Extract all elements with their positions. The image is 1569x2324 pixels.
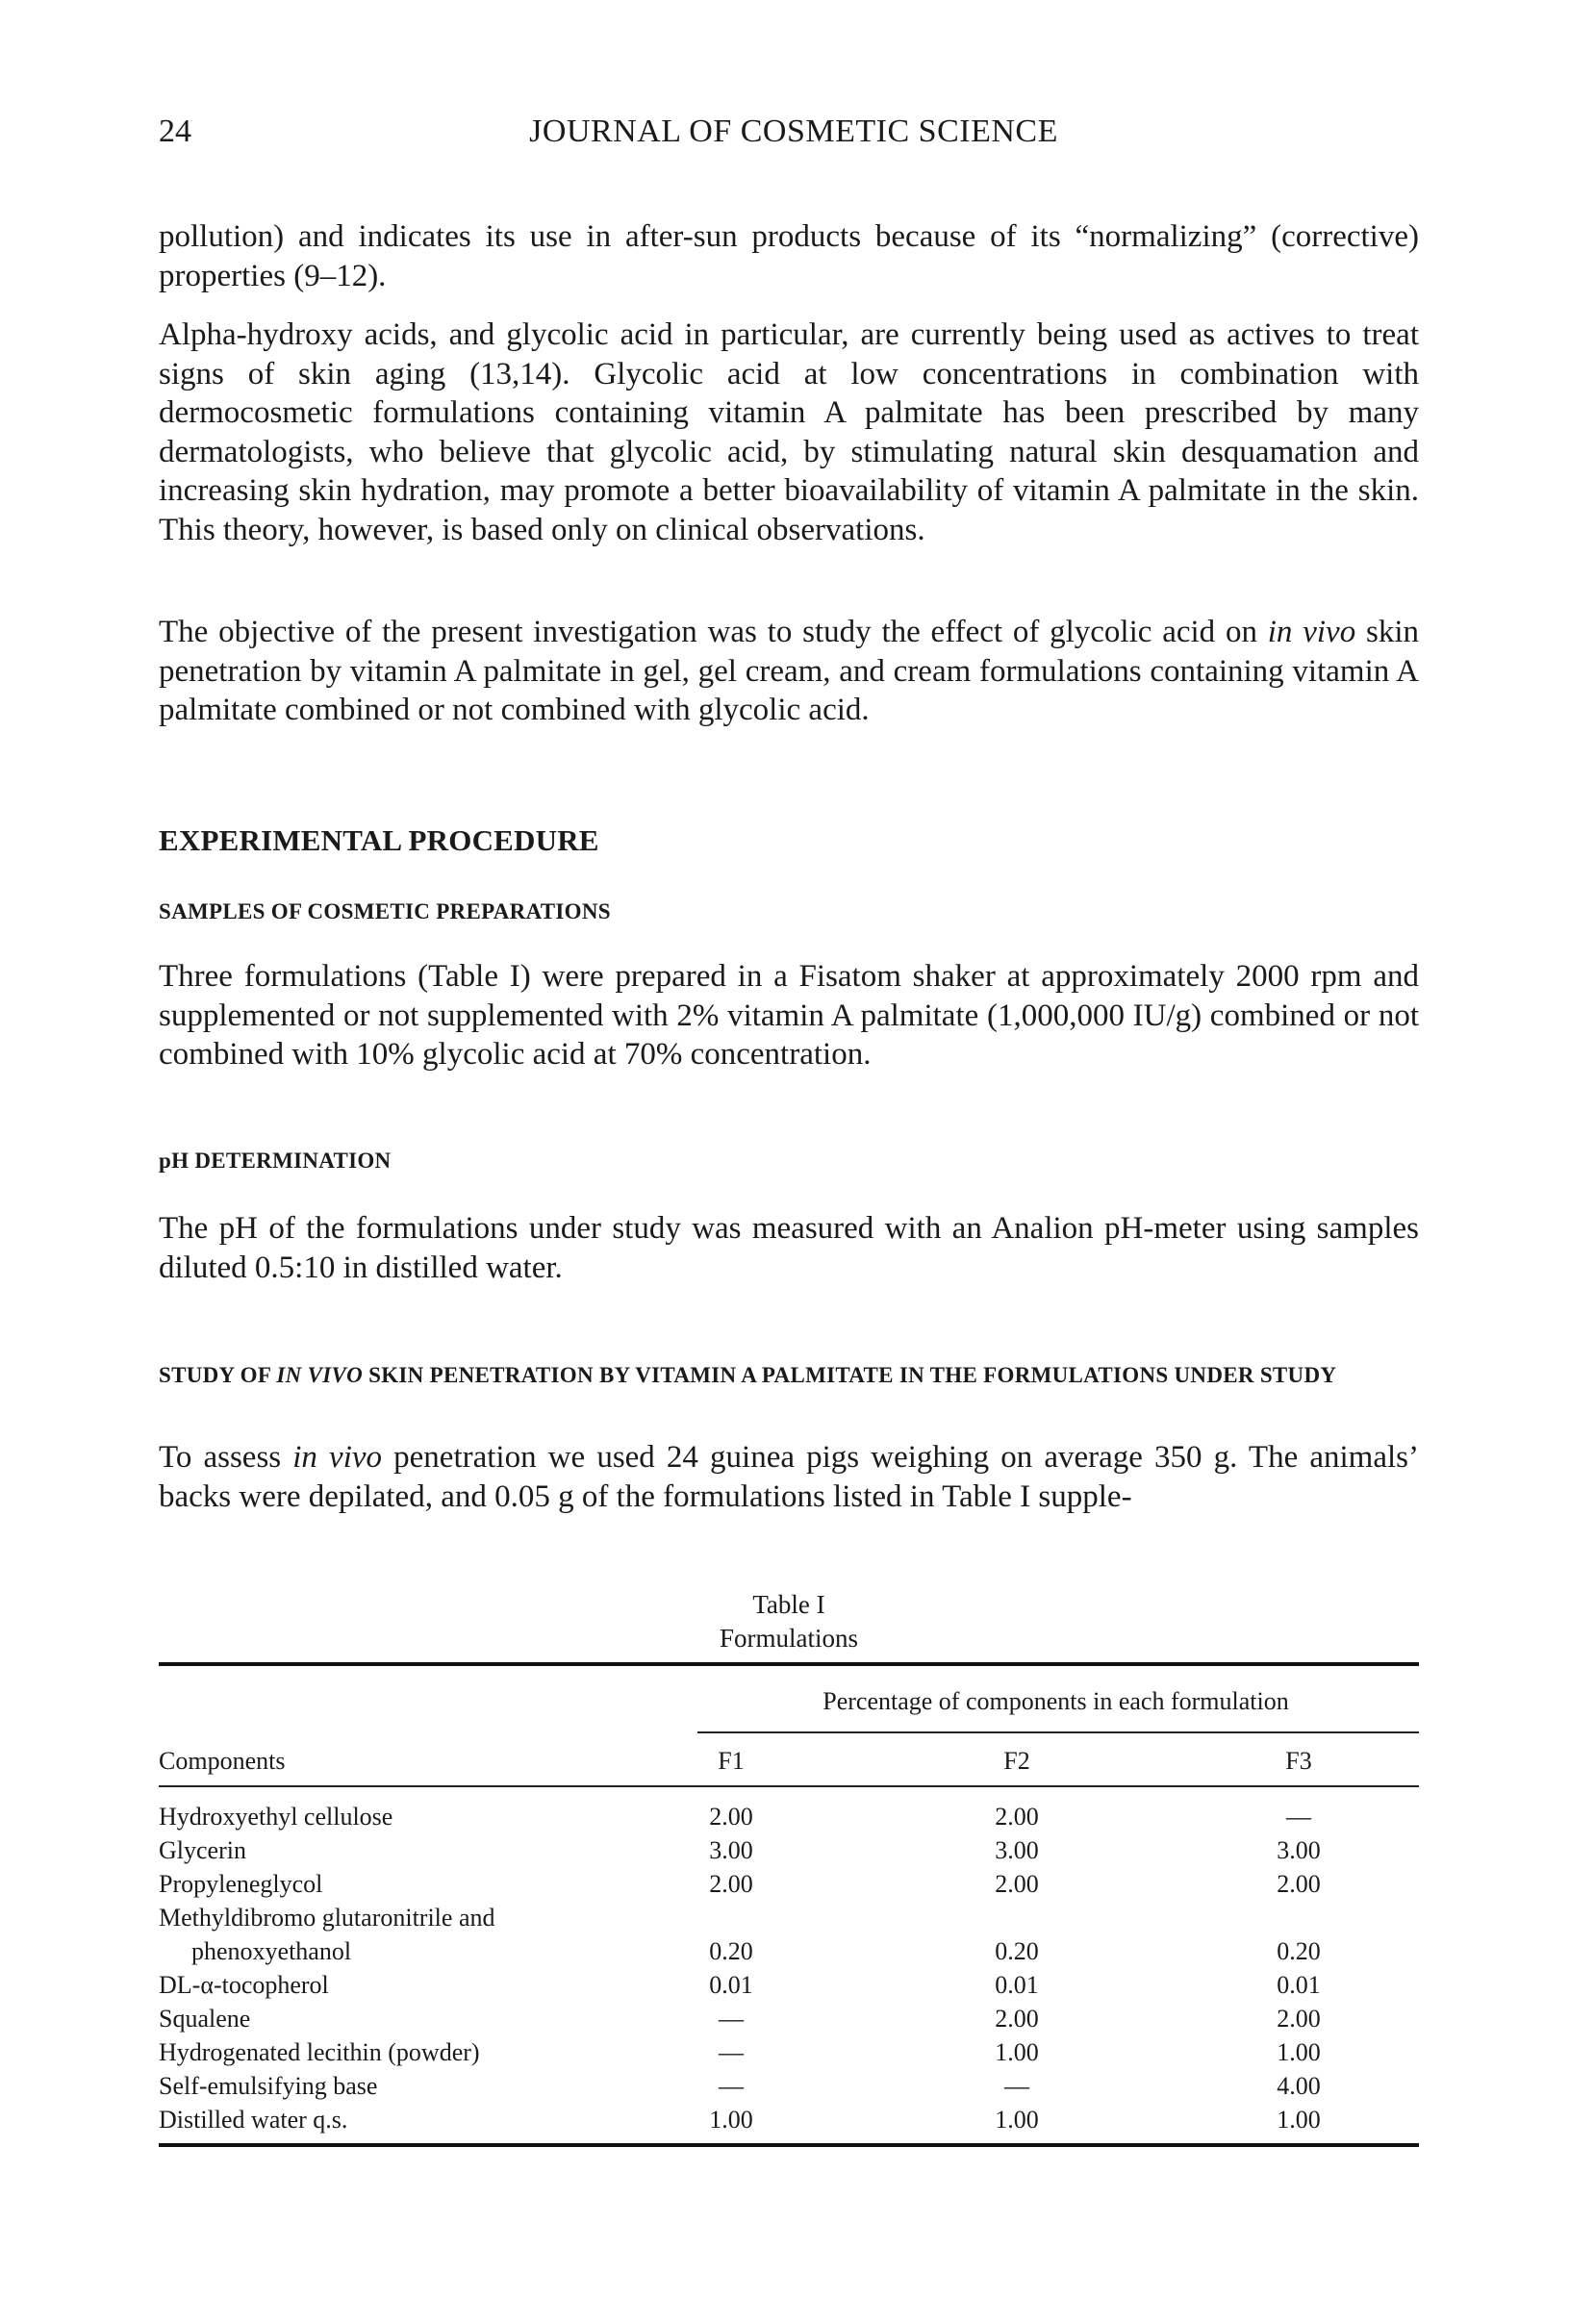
table-spanning-header: Percentage of components in each formulation <box>822 1687 1289 1715</box>
header-bottom-rule <box>159 1785 1419 1787</box>
table-label: Table I <box>752 1590 825 1619</box>
running-head <box>159 114 1419 156</box>
table-title: Formulations <box>719 1624 858 1653</box>
page-number: 24 <box>159 114 191 149</box>
subheading-ph: pH DETERMINATION <box>159 1149 392 1173</box>
spanner-rule <box>697 1731 1419 1733</box>
italic-in-vivo: in vivo <box>1267 615 1356 649</box>
column-header-f3: F3 <box>1285 1747 1312 1775</box>
column-header-components: Components <box>159 1747 286 1775</box>
paragraph-in-vivo-study: To assess in vivo penetration we used 24 guinea pigs weighing on average 350 g. The animals’ backs were depilated, and 0.05 g of the formulations listed in Table I supple- <box>159 1440 1419 1514</box>
paragraph-ph: The pH of the formulations under study was measured with an Analion pH-meter using samples diluted 0.5:10 in distilled water. <box>159 1211 1419 1285</box>
paragraph-samples: Three formulations (Table I) were prepared in a Fisatom shaker at approximately 2000 rpm and supplemented or not supplemented with 2% vitamin A palmitate (1,000,000 IU/g) combined or not combined with 10% glycolic acid at 70% concentration. <box>159 959 1419 1072</box>
section-heading-experimental: EXPERIMENTAL PROCEDURE <box>159 823 599 857</box>
paragraph-intro-continued: pollution) and indicates its use in after-sun products because of its “normalizing” (corrective) properties (9–12). <box>159 219 1419 293</box>
column-header-f2: F2 <box>1003 1747 1030 1775</box>
subheading-samples: SAMPLES OF COSMETIC PREPARATIONS <box>159 899 611 923</box>
paragraph-objective: The objective of the present investigation was to study the effect of glycolic acid on in vivo skin penetration by vitamin A palmitate in gel, gel cream, and cream formulations containing vitamin A palmitate combined or not combined with glycolic acid. <box>159 615 1420 727</box>
table-top-rule <box>159 1662 1419 1666</box>
table-bottom-rule <box>159 2143 1419 2147</box>
subheading-in-vivo-study: STUDY OF IN VIVO SKIN PENETRATION BY VITAMIN A PALMITATE IN THE FORMULATIONS UNDER STUDY <box>159 1363 1337 1387</box>
paragraph-alpha-hydroxy: Alpha-hydroxy acids, and glycolic acid in particular, are currently being used as actives to treat signs of skin aging (13,14). Glycolic acid at low concentrations in combination with dermocosmetic formulations containing vitamin A palmitate has been prescribed by many dermatologists, who believe that glycolic acid, by stimulating natural skin desquamation and increasing skin hydration, may promote a better bioavailability of vitamin A palmitate in the skin. This theory, however, is based only on clinical observations. <box>159 317 1419 547</box>
journal-title: JOURNAL OF COSMETIC SCIENCE <box>529 114 1058 149</box>
column-header-f1: F1 <box>718 1747 745 1775</box>
